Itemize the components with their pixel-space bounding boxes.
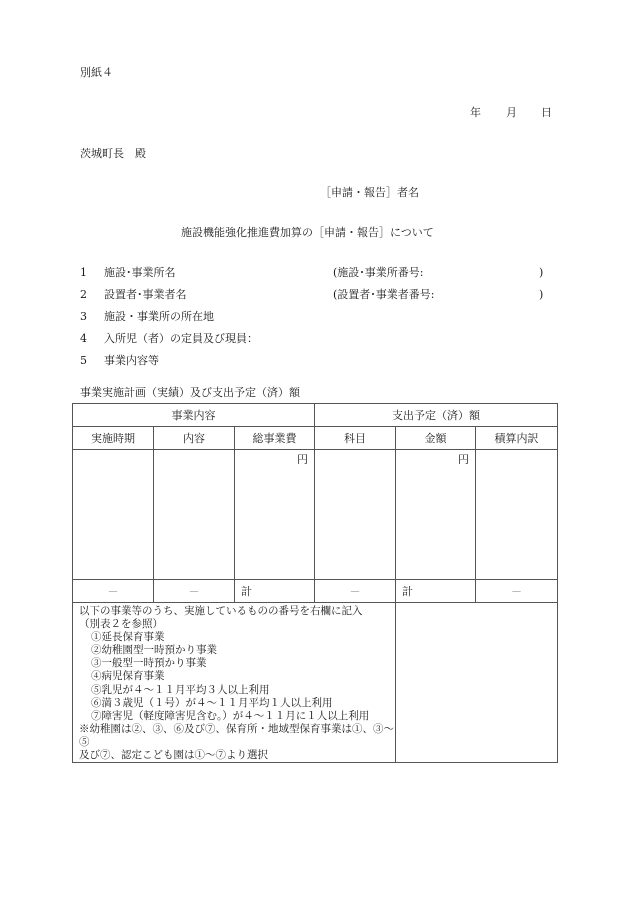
breakdown-cell[interactable] xyxy=(476,450,558,580)
plan-expenditure-table xyxy=(72,403,558,763)
column-header-content: 内容 xyxy=(154,427,235,450)
option-item: ⑦障害児（軽度障害児含む。）が４～１１月に１人以上利用 xyxy=(91,709,370,722)
options-intro: 以下の事業等のうち、実施しているものの番号を右欄に記入 xyxy=(79,605,363,617)
period-cell[interactable] xyxy=(73,450,154,580)
date-year-label: 年 xyxy=(470,106,481,119)
total-account-dash: － xyxy=(315,580,396,603)
business-selection-row xyxy=(73,603,558,763)
group-header-business-content: 事業内容 xyxy=(73,404,315,427)
business-options-cell xyxy=(73,603,396,763)
total-cost-sum-cell[interactable]: 計 xyxy=(235,580,315,603)
option-item: ②幼稚園型一時預かり事業 xyxy=(91,644,217,657)
item-label: 入所児（者）の定員及び現員： xyxy=(104,332,258,345)
option-item: ①延長保育事業 xyxy=(91,631,165,644)
operator-number-field xyxy=(333,288,544,301)
column-header-breakdown: 積算内訳 xyxy=(476,427,558,450)
date-month-label: 月 xyxy=(506,106,517,119)
item-number: 1 xyxy=(80,266,87,279)
date-day-label: 日 xyxy=(541,106,552,119)
addressee: 茨城町長 殿 xyxy=(80,147,146,160)
item-label: 施設・事業所の所在地 xyxy=(104,310,214,323)
item-label: 施設･事業所名 xyxy=(104,266,176,279)
group-header-expenditure: 支出予定（済）額 xyxy=(315,404,558,427)
table-row xyxy=(73,450,558,580)
column-header-row xyxy=(73,427,558,450)
total-row xyxy=(73,580,558,603)
total-breakdown-dash: － xyxy=(476,580,558,603)
item-number: 3 xyxy=(80,310,87,323)
item-label: 事業内容等 xyxy=(104,354,159,367)
total-period-dash: － xyxy=(73,580,154,603)
column-header-account: 科目 xyxy=(315,427,396,450)
operator-number-close: ) xyxy=(539,288,544,301)
column-header-amount: 金額 xyxy=(396,427,476,450)
total-amount-sum-cell[interactable]: 計 xyxy=(396,580,476,603)
group-header-row xyxy=(73,404,558,427)
item-facility-name xyxy=(80,267,176,278)
item-number: 2 xyxy=(80,288,87,301)
options-footnote-cont: 及び⑦、認定こども園は①～⑦より選択 xyxy=(79,749,268,762)
yen-unit: 円 xyxy=(297,453,308,466)
item-number: 4 xyxy=(80,332,87,345)
column-header-total-cost: 総事業費 xyxy=(235,427,315,450)
total-cost-cell[interactable] xyxy=(235,450,315,580)
item-number: 5 xyxy=(80,354,87,367)
selected-numbers-cell[interactable] xyxy=(396,603,558,763)
yen-unit: 円 xyxy=(458,453,469,466)
option-item: ⑥満３歳児（１号）が４～１１月平均１人以上利用 xyxy=(91,696,333,709)
item-operator-name xyxy=(80,289,187,300)
facility-number-label: (施設･事業所番号: xyxy=(333,266,424,279)
attachment-label: 別紙４ xyxy=(80,66,113,79)
account-cell[interactable] xyxy=(315,450,396,580)
option-item: ④病児保育事業 xyxy=(91,670,165,683)
document-title: 施設機能強化推進費加算の［申請・報告］について xyxy=(181,226,434,239)
option-item: ⑤乳児が４～１１月平均３人以上利用 xyxy=(91,683,270,696)
operator-number-label: (設置者･事業者番号: xyxy=(333,288,435,301)
item-capacity xyxy=(80,333,258,344)
table-caption: 事業実施計画（実績）及び支出予定（済）額 xyxy=(80,386,300,399)
applicant-name-label: ［申請・報告］者名 xyxy=(320,186,419,199)
item-facility-address xyxy=(80,311,214,322)
total-content-dash: － xyxy=(154,580,235,603)
option-item: ③一般型一時預かり事業 xyxy=(91,657,207,670)
content-cell[interactable] xyxy=(154,450,235,580)
facility-number-field xyxy=(333,266,544,279)
item-label: 設置者･事業者名 xyxy=(104,288,187,301)
item-business-content xyxy=(80,355,159,366)
options-footnote: ※幼稚園は②、③、⑥及び⑦、保育所・地域型保育事業は①、③～⑤ xyxy=(79,722,394,748)
facility-number-close: ) xyxy=(539,266,544,279)
options-reference: （別表２を参照） xyxy=(79,618,163,631)
column-header-period: 実施時期 xyxy=(73,427,154,450)
amount-cell[interactable] xyxy=(396,450,476,580)
